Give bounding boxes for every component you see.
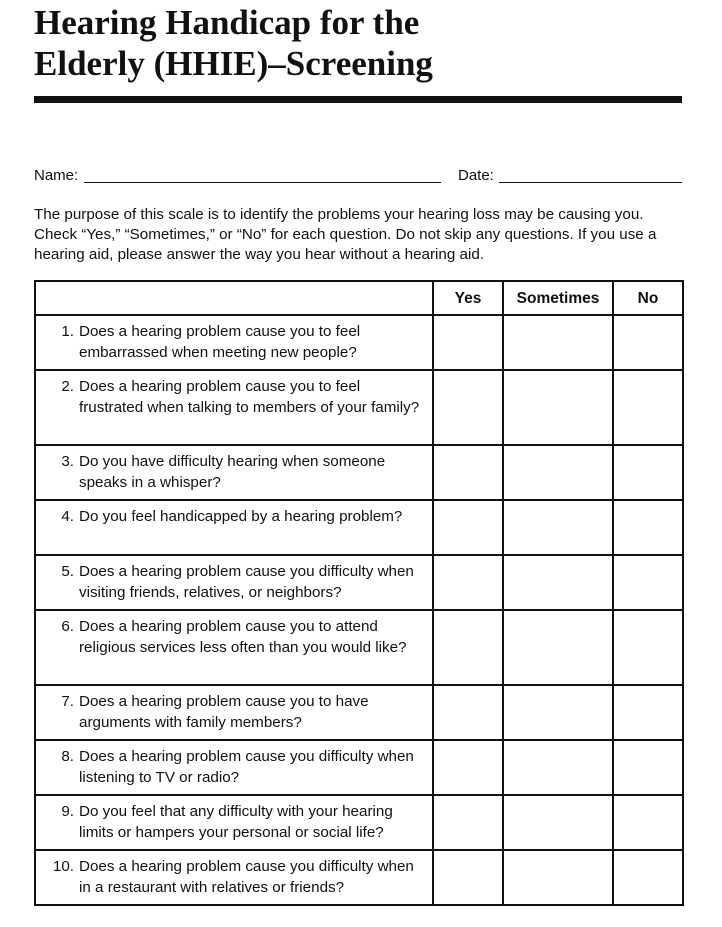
answer-sometimes-checkbox[interactable]: [503, 610, 613, 685]
answer-no-checkbox[interactable]: [613, 555, 683, 610]
question-row: [35, 370, 683, 445]
question-text: Does a hearing problem cause you to feel embarrassed when meeting new people?: [79, 323, 361, 361]
question-number: 2.: [61, 378, 74, 395]
column-header-no: No: [613, 281, 683, 315]
question-text: Do you feel that any difficulty with your hearing limits or hampers your personal or social life?: [79, 803, 393, 841]
question-text: Does a hearing problem cause you difficulty when listening to TV or radio?: [79, 748, 414, 786]
question-cell: [35, 850, 433, 905]
question-row: [35, 500, 683, 555]
questions-body: [35, 315, 683, 905]
answer-no-checkbox[interactable]: [613, 850, 683, 905]
answer-no-checkbox[interactable]: [613, 500, 683, 555]
question-text: Do you feel handicapped by a hearing problem?: [79, 508, 403, 525]
answer-yes-checkbox[interactable]: [433, 685, 503, 740]
answer-no-checkbox[interactable]: [613, 795, 683, 850]
question-cell: [35, 740, 433, 795]
page-title: [34, 2, 694, 84]
column-header-yes: Yes: [433, 281, 503, 315]
question-row: [35, 740, 683, 795]
answer-yes-checkbox[interactable]: [433, 610, 503, 685]
question-number: 9.: [61, 803, 74, 820]
question-number: 1.: [61, 323, 74, 340]
question-text: Does a hearing problem cause you difficulty when visiting friends, relatives, or neighbors?: [79, 563, 414, 601]
answer-sometimes-checkbox[interactable]: [503, 370, 613, 445]
question-cell: [35, 315, 433, 370]
question-cell: [35, 610, 433, 685]
question-text: Does a hearing problem cause you difficulty when in a restaurant with relatives or friends?: [79, 858, 414, 896]
answer-sometimes-checkbox[interactable]: [503, 850, 613, 905]
answer-no-checkbox[interactable]: [613, 370, 683, 445]
answer-yes-checkbox[interactable]: [433, 370, 503, 445]
title-line-1: Hearing Handicap for the: [34, 3, 420, 42]
column-header-sometimes: Sometimes: [503, 281, 613, 315]
column-header-question: [35, 281, 433, 315]
answer-yes-checkbox[interactable]: [433, 555, 503, 610]
name-label: Name:: [34, 167, 79, 184]
question-number: 10.: [52, 858, 74, 875]
question-number: 6.: [61, 618, 74, 635]
question-text: Does a hearing problem cause you to feel frustrated when talking to members of your family?: [79, 378, 420, 416]
question-cell: [35, 795, 433, 850]
question-text: Does a hearing problem cause you to attend religious services less often than you would like?: [79, 618, 407, 656]
question-text: Does a hearing problem cause you to have arguments with family members?: [79, 693, 369, 731]
question-row: [35, 610, 683, 685]
question-number: 4.: [61, 508, 74, 525]
answer-no-checkbox[interactable]: [613, 610, 683, 685]
answer-sometimes-checkbox[interactable]: [503, 795, 613, 850]
table-header-row: [35, 281, 683, 315]
question-row: [35, 795, 683, 850]
question-cell: [35, 500, 433, 555]
question-row: [35, 850, 683, 905]
answer-yes-checkbox[interactable]: [433, 445, 503, 500]
question-cell: [35, 685, 433, 740]
answer-no-checkbox[interactable]: [613, 445, 683, 500]
question-row: [35, 555, 683, 610]
questionnaire-table: [34, 280, 684, 906]
question-row: [35, 445, 683, 500]
answer-no-checkbox[interactable]: [613, 315, 683, 370]
answer-yes-checkbox[interactable]: [433, 795, 503, 850]
question-cell: [35, 555, 433, 610]
question-text: Do you have difficulty hearing when someone speaks in a whisper?: [79, 453, 386, 491]
answer-no-checkbox[interactable]: [613, 740, 683, 795]
date-field[interactable]: [499, 182, 682, 183]
answer-yes-checkbox[interactable]: [433, 315, 503, 370]
question-number: 3.: [61, 453, 74, 470]
answer-sometimes-checkbox[interactable]: [503, 445, 613, 500]
question-cell: [35, 370, 433, 445]
answer-sometimes-checkbox[interactable]: [503, 685, 613, 740]
title-line-2: Elderly (HHIE)–Screening: [34, 44, 433, 83]
question-number: 8.: [61, 748, 74, 765]
answer-no-checkbox[interactable]: [613, 685, 683, 740]
question-row: [35, 685, 683, 740]
answer-sometimes-checkbox[interactable]: [503, 740, 613, 795]
question-number: 5.: [61, 563, 74, 580]
answer-sometimes-checkbox[interactable]: [503, 500, 613, 555]
answer-yes-checkbox[interactable]: [433, 740, 503, 795]
question-cell: [35, 445, 433, 500]
date-label: Date:: [458, 167, 494, 184]
instructions-text: The purpose of this scale is to identify the problems your hearing loss may be causing you. Check “Yes,” “Sometimes,” or “No” for each question. Do not skip any questions. If you use a hearing aid, please answer the way you hear without a hearing aid.: [34, 206, 657, 263]
question-number: 7.: [61, 693, 74, 710]
answer-yes-checkbox[interactable]: [433, 850, 503, 905]
answer-sometimes-checkbox[interactable]: [503, 315, 613, 370]
question-row: [35, 315, 683, 370]
answer-sometimes-checkbox[interactable]: [503, 555, 613, 610]
answer-yes-checkbox[interactable]: [433, 500, 503, 555]
name-field[interactable]: [84, 182, 441, 183]
title-divider: [34, 96, 682, 103]
form-fields: [34, 166, 682, 188]
